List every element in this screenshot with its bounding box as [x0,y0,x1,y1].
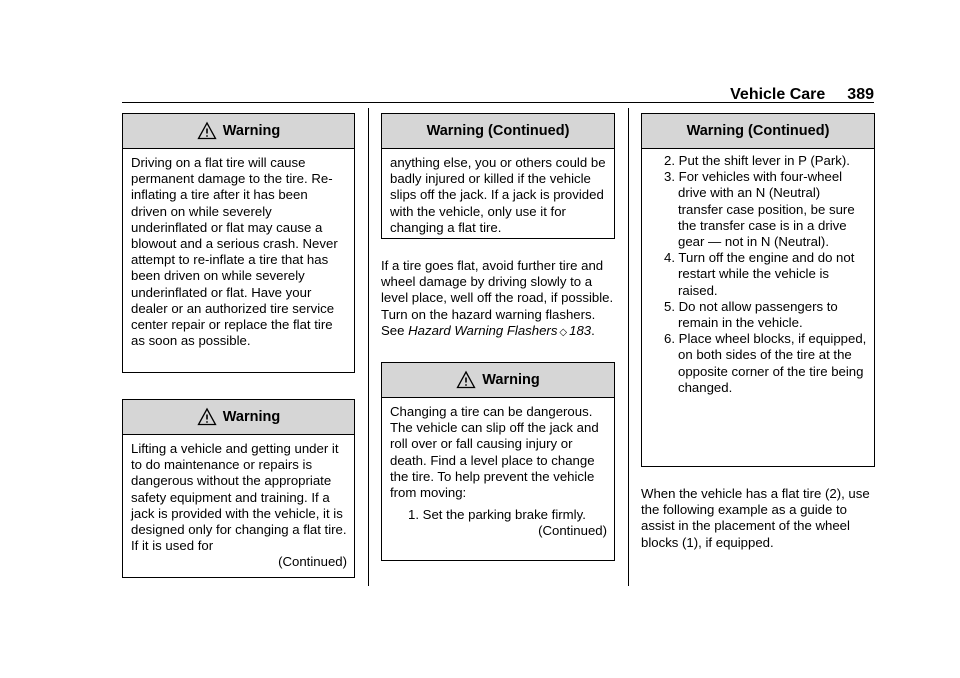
warning-text: Driving on a flat tire will cause permanent damage to the tire. Re-inflating a tire after it has been driven on while severely underinflated or flat may cause a blowout and a serious crash. Never attempt to re-inflate a tire that has been driven on while severely underinflated or flat. Have your dealer or an authorized tire service center repair or replace the flat tire as soon as possible. [131,155,338,349]
wheel-blocks-paragraph [641,486,877,551]
step-5: 5. Do not allow passengers to remain in the vehicle. [664,298,838,331]
step-2: 2. Put the shift lever in P (Park). [664,153,850,168]
continued-label: (Continued) [278,554,347,570]
warning-title: Warning (Continued) [686,123,830,139]
step-6: 6. Place wheel blocks, if equipped, on both sides of the tire at the opposite corner of the tire being changed. [664,331,867,395]
warning-title: Warning (Continued) [426,123,570,139]
flat-tire-paragraph [381,258,617,341]
warning-box-lifting-vehicle [122,399,355,578]
step-4: 4. Turn off the engine and do not restart while the vehicle is raised. [664,250,855,298]
warning-text: anything else, you or others could be badly injured or killed if the vehicle slips off the jack. If a jack is provided with the vehicle, only use it for changing a flat tire. [390,155,606,235]
warning-header [382,363,614,398]
warning-header [642,114,874,149]
warning-box-steps-continued [641,113,875,467]
page-ref[interactable]: 183 [569,322,592,338]
warning-header [123,400,354,435]
warning-title: Warning [222,409,281,425]
warning-header [123,114,354,149]
paragraph-text: If a tire goes flat, avoid further tire and wheel damage by driving slowly to a level place, well off the road, if possible. Turn on the hazard warning flashers. See [381,258,614,338]
continued-label: (Continued) [538,523,607,539]
warning-icon [197,407,217,427]
warning-box-flat-tire [122,113,355,373]
header-rule [122,102,874,103]
warning-box-changing-tire [381,362,615,561]
warning-text: Changing a tire can be dangerous. The vehicle can slip off the jack and roll over or fall causing injury or death. Find a level place to change the tire. To help prevent the vehicle from moving: [390,404,599,501]
column-divider-1 [368,108,369,586]
period: . [591,322,595,338]
warning-title: Warning [482,372,540,388]
warning-title: Warning [222,123,281,139]
warning-box-continued [381,113,615,239]
warning-icon [197,121,217,141]
warning-text: Lifting a vehicle and getting under it to do maintenance or repairs is dangerous without the appropriate safety equipment and training. If a jack is provided with the vehicle, it is designed only for changing a flat tire. If it is used for [131,441,347,554]
hazard-flashers-link[interactable]: Hazard Warning Flashers [408,322,558,338]
step-1: 1. Set the parking brake firmly. [408,507,586,523]
section-title: Vehicle Care [730,86,826,103]
column-divider-2 [628,108,629,586]
page-ref-icon: ◇ [559,326,568,338]
warning-header [382,114,614,149]
warning-icon [456,370,476,390]
paragraph-text: When the vehicle has a flat tire (2), use the following example as a guide to assist in the placement of the wheel blocks (1), if equipped. [641,486,870,550]
page-number: 389 [847,86,874,103]
step-3: 3. For vehicles with four-wheel drive with an N (Neutral) transfer case position, be sure the transfer case is in a drive gear — not in N (Neutral). [664,169,855,250]
